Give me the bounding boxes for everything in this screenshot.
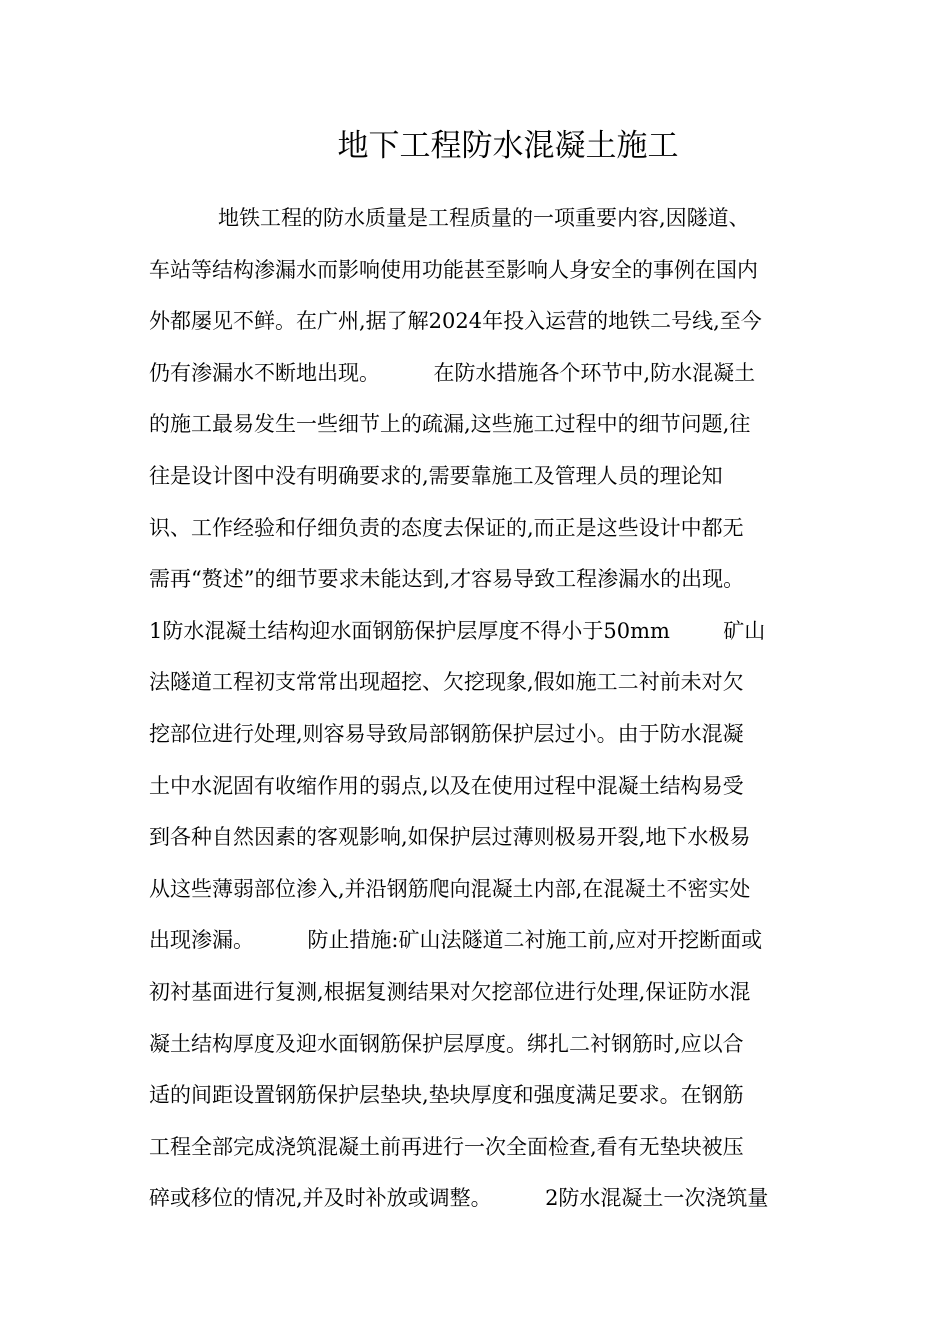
body-line: 凝土结构厚度及迎水面钢筋保护层厚度。绑扎二衬钢筋时,应以合 (149, 1031, 744, 1056)
document-title: 地下工程防水混凝土施工 (337, 128, 679, 164)
body-line: 从这些薄弱部位渗入,并沿钢筋爬向混凝土内部,在混凝土不密实处 (149, 876, 751, 901)
body-line: 外都屡见不鲜。在广州,据了解2024年投入运营的地铁二号线,至今 (149, 309, 762, 334)
body-line: 到各种自然因素的客观影响,如保护层过薄则极易开裂,地下水极易 (149, 825, 751, 850)
body-line: 地铁工程的防水质量是工程质量的一项重要内容,因隧道、 (218, 206, 750, 230)
body-line: 土中水泥固有收缩作用的弱点,以及在使用过程中混凝土结构易受 (149, 773, 744, 798)
body-line: 初衬基面进行复测,根据复测结果对欠挖部位进行处理,保证防水混 (149, 979, 751, 1004)
body-line: 法隧道工程初支常常出现超挖、欠挖现象,假如施工二衬前未对欠 (149, 670, 744, 695)
body-line: 1防水混凝土结构迎水面钢筋保护层厚度不得小于50mm 矿山 (149, 618, 766, 643)
document-body (149, 193, 809, 1225)
body-line: 往是设计图中没有明确要求的,需要靠施工及管理人员的理论知 (149, 463, 723, 488)
body-line: 识、工作经验和仔细负责的态度去保证的,而正是这些设计中都无 (149, 515, 744, 540)
body-line: 车站等结构渗漏水而影响使用功能甚至影响人身安全的事例在国内 (149, 257, 758, 282)
body-line: 的施工最易发生一些细节上的疏漏,这些施工过程中的细节问题,往 (149, 412, 751, 437)
body-line: 出现渗漏。 防止措施:矿山法隧道二衬施工前,应对开挖断面或 (149, 928, 763, 953)
body-line: 仍有渗漏水不断地出现。 在防水措施各个环节中,防水混凝土 (149, 360, 756, 385)
body-line: 适的间距设置钢筋保护层垫块,垫块厚度和强度满足要求。在钢筋 (149, 1083, 744, 1108)
body-line: 工程全部完成浇筑混凝土前再进行一次全面检查,看有无垫块被压 (149, 1134, 744, 1159)
body-line: 碎或移位的情况,并及时补放或调整。 2防水混凝土一次浇筑量 (149, 1186, 769, 1211)
body-line: 挖部位进行处理,则容易导致局部钢筋保护层过小。由于防水混凝 (149, 721, 744, 746)
body-line: 需再“赘述”的细节要求未能达到,才容易导致工程渗漏水的出现。 (149, 567, 745, 592)
